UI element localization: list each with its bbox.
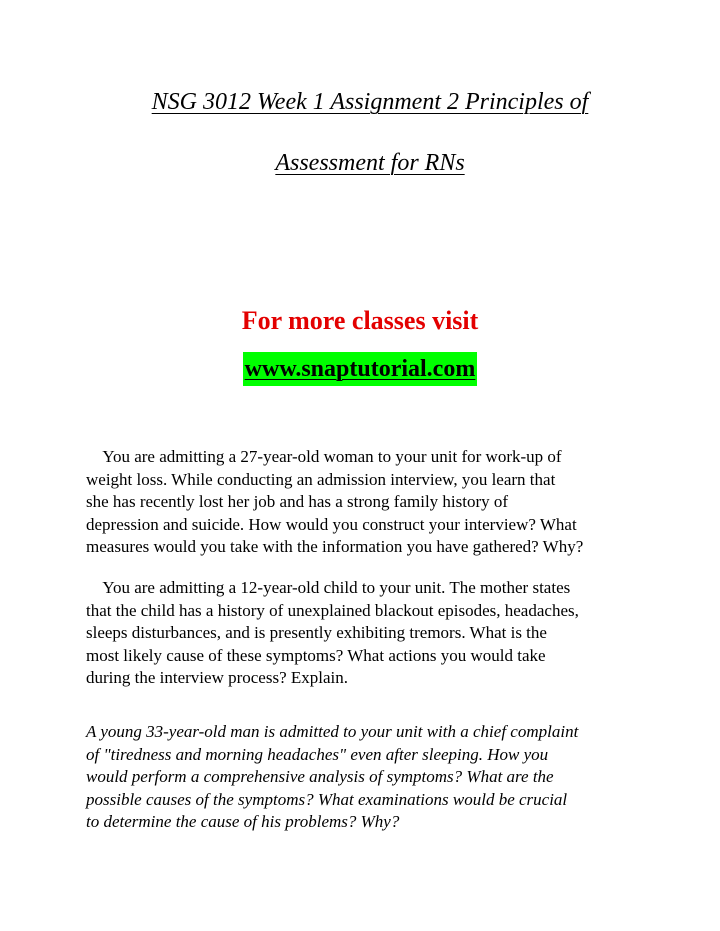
paragraph-line: to determine the cause of his problems? Why? <box>86 812 400 831</box>
paragraph-line: would perform a comprehensive analysis of symptoms? What are the <box>86 767 554 786</box>
paragraph-line: during the interview process? Explain. <box>86 668 349 687</box>
paragraph-line: possible causes of the symptoms? What examinations would be crucial <box>86 789 568 809</box>
paragraph-2 <box>86 577 656 690</box>
paragraph-line: sleeps disturbances, and is presently exhibiting tremors. What is the <box>86 623 547 642</box>
paragraph-line: You are admitting a 27-year-old woman to your unit for work-up of <box>86 447 562 466</box>
promo-link[interactable]: www.snaptutorial.com <box>243 352 478 386</box>
paragraph-1 <box>86 446 656 559</box>
paragraph-3 <box>86 721 656 834</box>
paragraph-line: she has recently lost her job and has a strong family history of <box>86 492 509 511</box>
document-title-line-1: NSG 3012 Week 1 Assignment 2 Principles of <box>151 89 589 115</box>
paragraph-line: weight loss. While conducting an admission interview, you learn that <box>86 469 556 489</box>
paragraph-line: measures would you take with the information you have gathered? Why? <box>86 537 584 556</box>
paragraph-line: that the child has a history of unexplained blackout episodes, headaches, <box>86 600 579 620</box>
paragraph-line: most likely cause of these symptoms? What actions you would take <box>86 645 546 665</box>
paragraph-line: of "tiredness and morning headaches" even after sleeping. How you <box>86 744 549 764</box>
paragraph-line: A young 33-year-old man is admitted to your unit with a chief complaint <box>86 722 579 741</box>
paragraph-line: You are admitting a 12-year-old child to your unit. The mother states <box>86 578 571 597</box>
promo-link-container <box>0 352 720 386</box>
document-title-line-2: Assessment for RNs <box>275 150 465 176</box>
paragraph-line: depression and suicide. How would you construct your interview? What <box>86 514 577 534</box>
promo-text: For more classes visit <box>241 306 479 335</box>
